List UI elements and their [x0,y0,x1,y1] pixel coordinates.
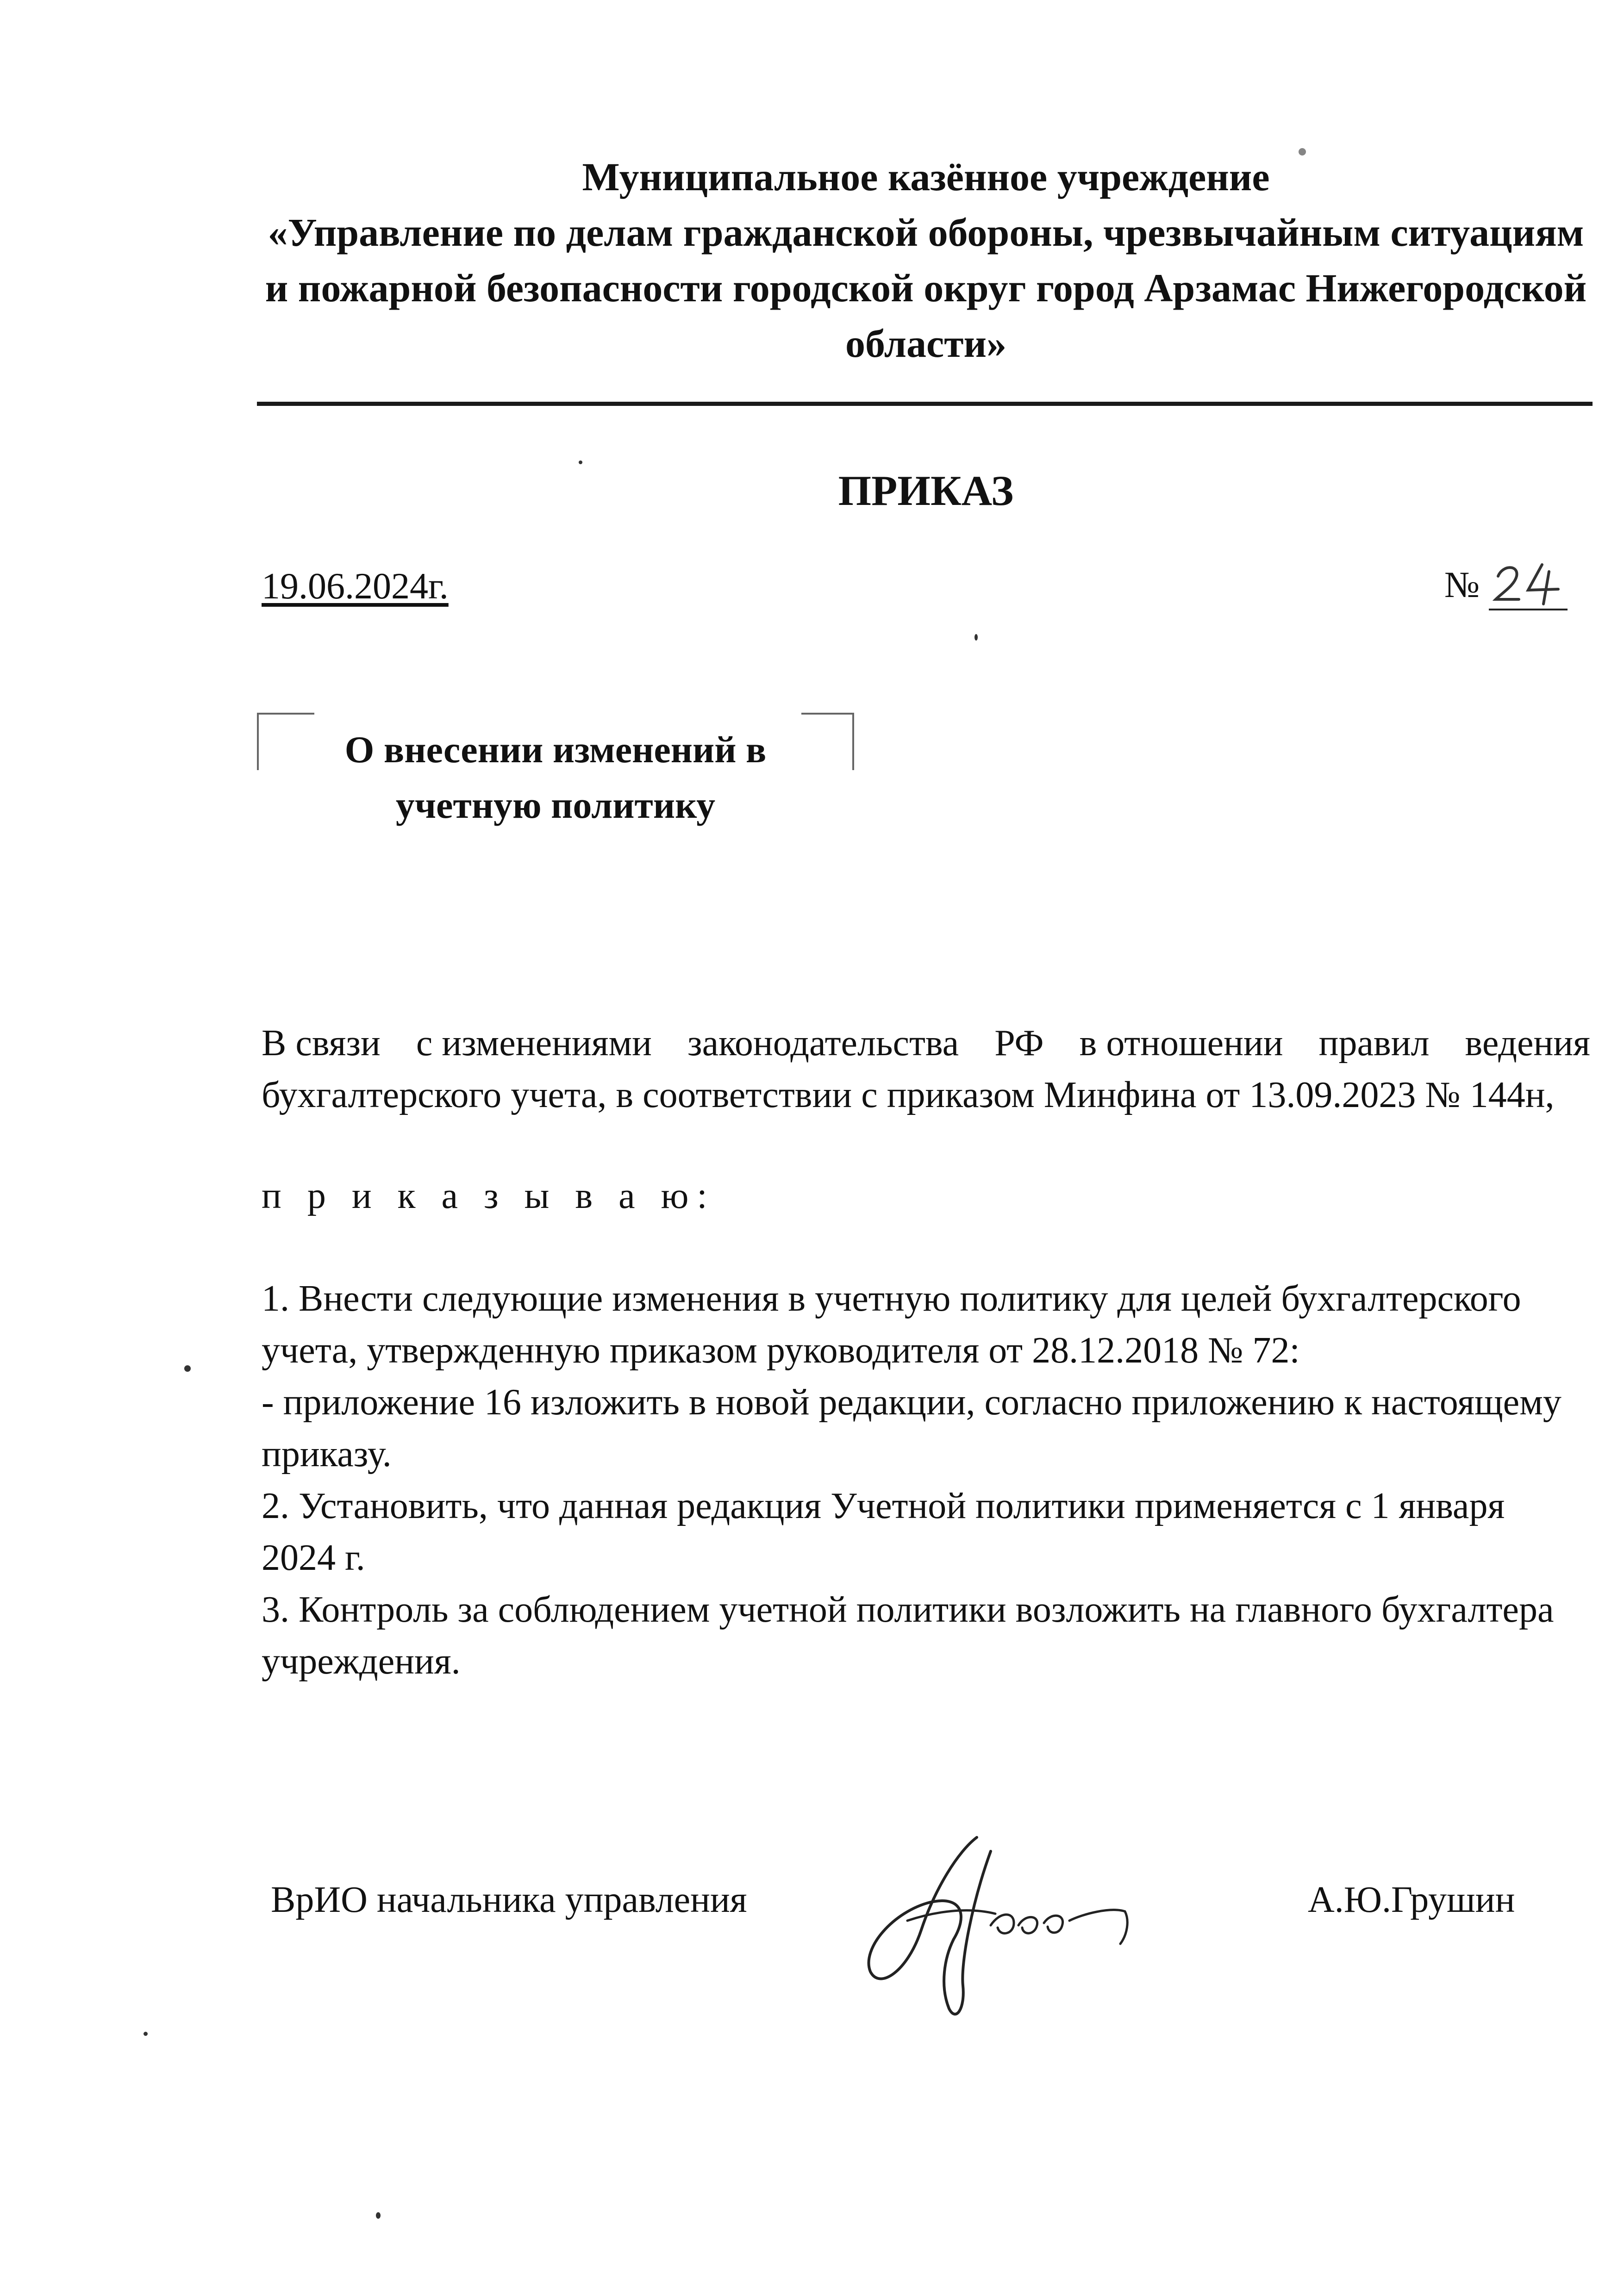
header-line-1: Муниципальное казённое учреждение [582,155,1270,199]
header-line-2: «Управление по делам гражданской обороны, чрезвычайным ситуациям [268,210,1584,255]
item-1-line-3: - приложение 16 изложить в новой редакции, согласно приложению к настоящему [262,1382,1562,1423]
preamble-word-5: в отношении [1079,1023,1283,1064]
scan-speck [144,2032,148,2036]
preamble [262,1017,1590,1121]
scan-speck [579,460,582,464]
number-label: № [1444,565,1480,605]
preamble-line-1 [262,1017,1590,1069]
preamble-line-2: бухгалтерского учета, в соответствии с приказом Минфина от 13.09.2023 № 144н, [262,1075,1555,1115]
document-number [1444,558,1568,610]
item-3-line-1: 3. Контроль за соблюдением учетной политики возложить на главного бухгалтера [262,1589,1554,1630]
scan-speck [1299,148,1306,156]
handwritten-signature [852,1833,1139,2027]
subject-bracket-right [801,713,854,770]
scan-speck [184,1365,191,1372]
header-divider [257,402,1593,406]
preamble-word-3: законодательства [687,1023,959,1064]
order-items [262,1273,1604,1687]
item-1-line-1: 1. Внести следующие изменения в учетную политику для целей бухгалтерского [262,1278,1521,1319]
item-2-line-1: 2. Установить, что данная редакция Учетной политики применяется с 1 января [262,1486,1505,1526]
item-3-line-2: учреждения. [262,1641,461,1682]
subject-line-2: учетную политику [395,784,716,826]
order-word: п р и к а з ы в а ю: [262,1176,716,1216]
handwritten-number [1489,558,1568,610]
document-title: ПРИКАЗ [838,467,1014,514]
header-line-4: области» [845,321,1007,366]
preamble-word-1: В связи [262,1023,381,1064]
handwritten-number-drawing [1489,553,1568,609]
scan-speck [974,634,978,641]
subject-bracket-left [257,713,314,770]
item-1-line-4: приказу. [262,1434,392,1475]
header-line-3: и пожарной безопасности городской округ город Арзамас Нижегородской [265,266,1587,310]
organization-header [259,149,1593,371]
item-1-line-2: учета, утвержденную приказом руководителя от 28.12.2018 № 72: [262,1330,1300,1371]
subject-line-1: О внесении изменений в [344,728,767,771]
signer-position: ВрИО начальника управления [271,1879,747,1920]
subject-block [257,713,854,826]
document-date: 19.06.2024г. [262,566,449,607]
preamble-word-7: ведения [1465,1023,1590,1064]
signer-name: А.Ю.Грушин [1308,1879,1515,1920]
subject-text [312,722,799,833]
scan-speck [376,2212,381,2219]
preamble-word-6: правил [1318,1023,1430,1064]
item-2-line-2: 2024 г. [262,1537,365,1578]
preamble-word-2: с изменениями [416,1023,652,1064]
preamble-word-4: РФ [994,1023,1044,1064]
